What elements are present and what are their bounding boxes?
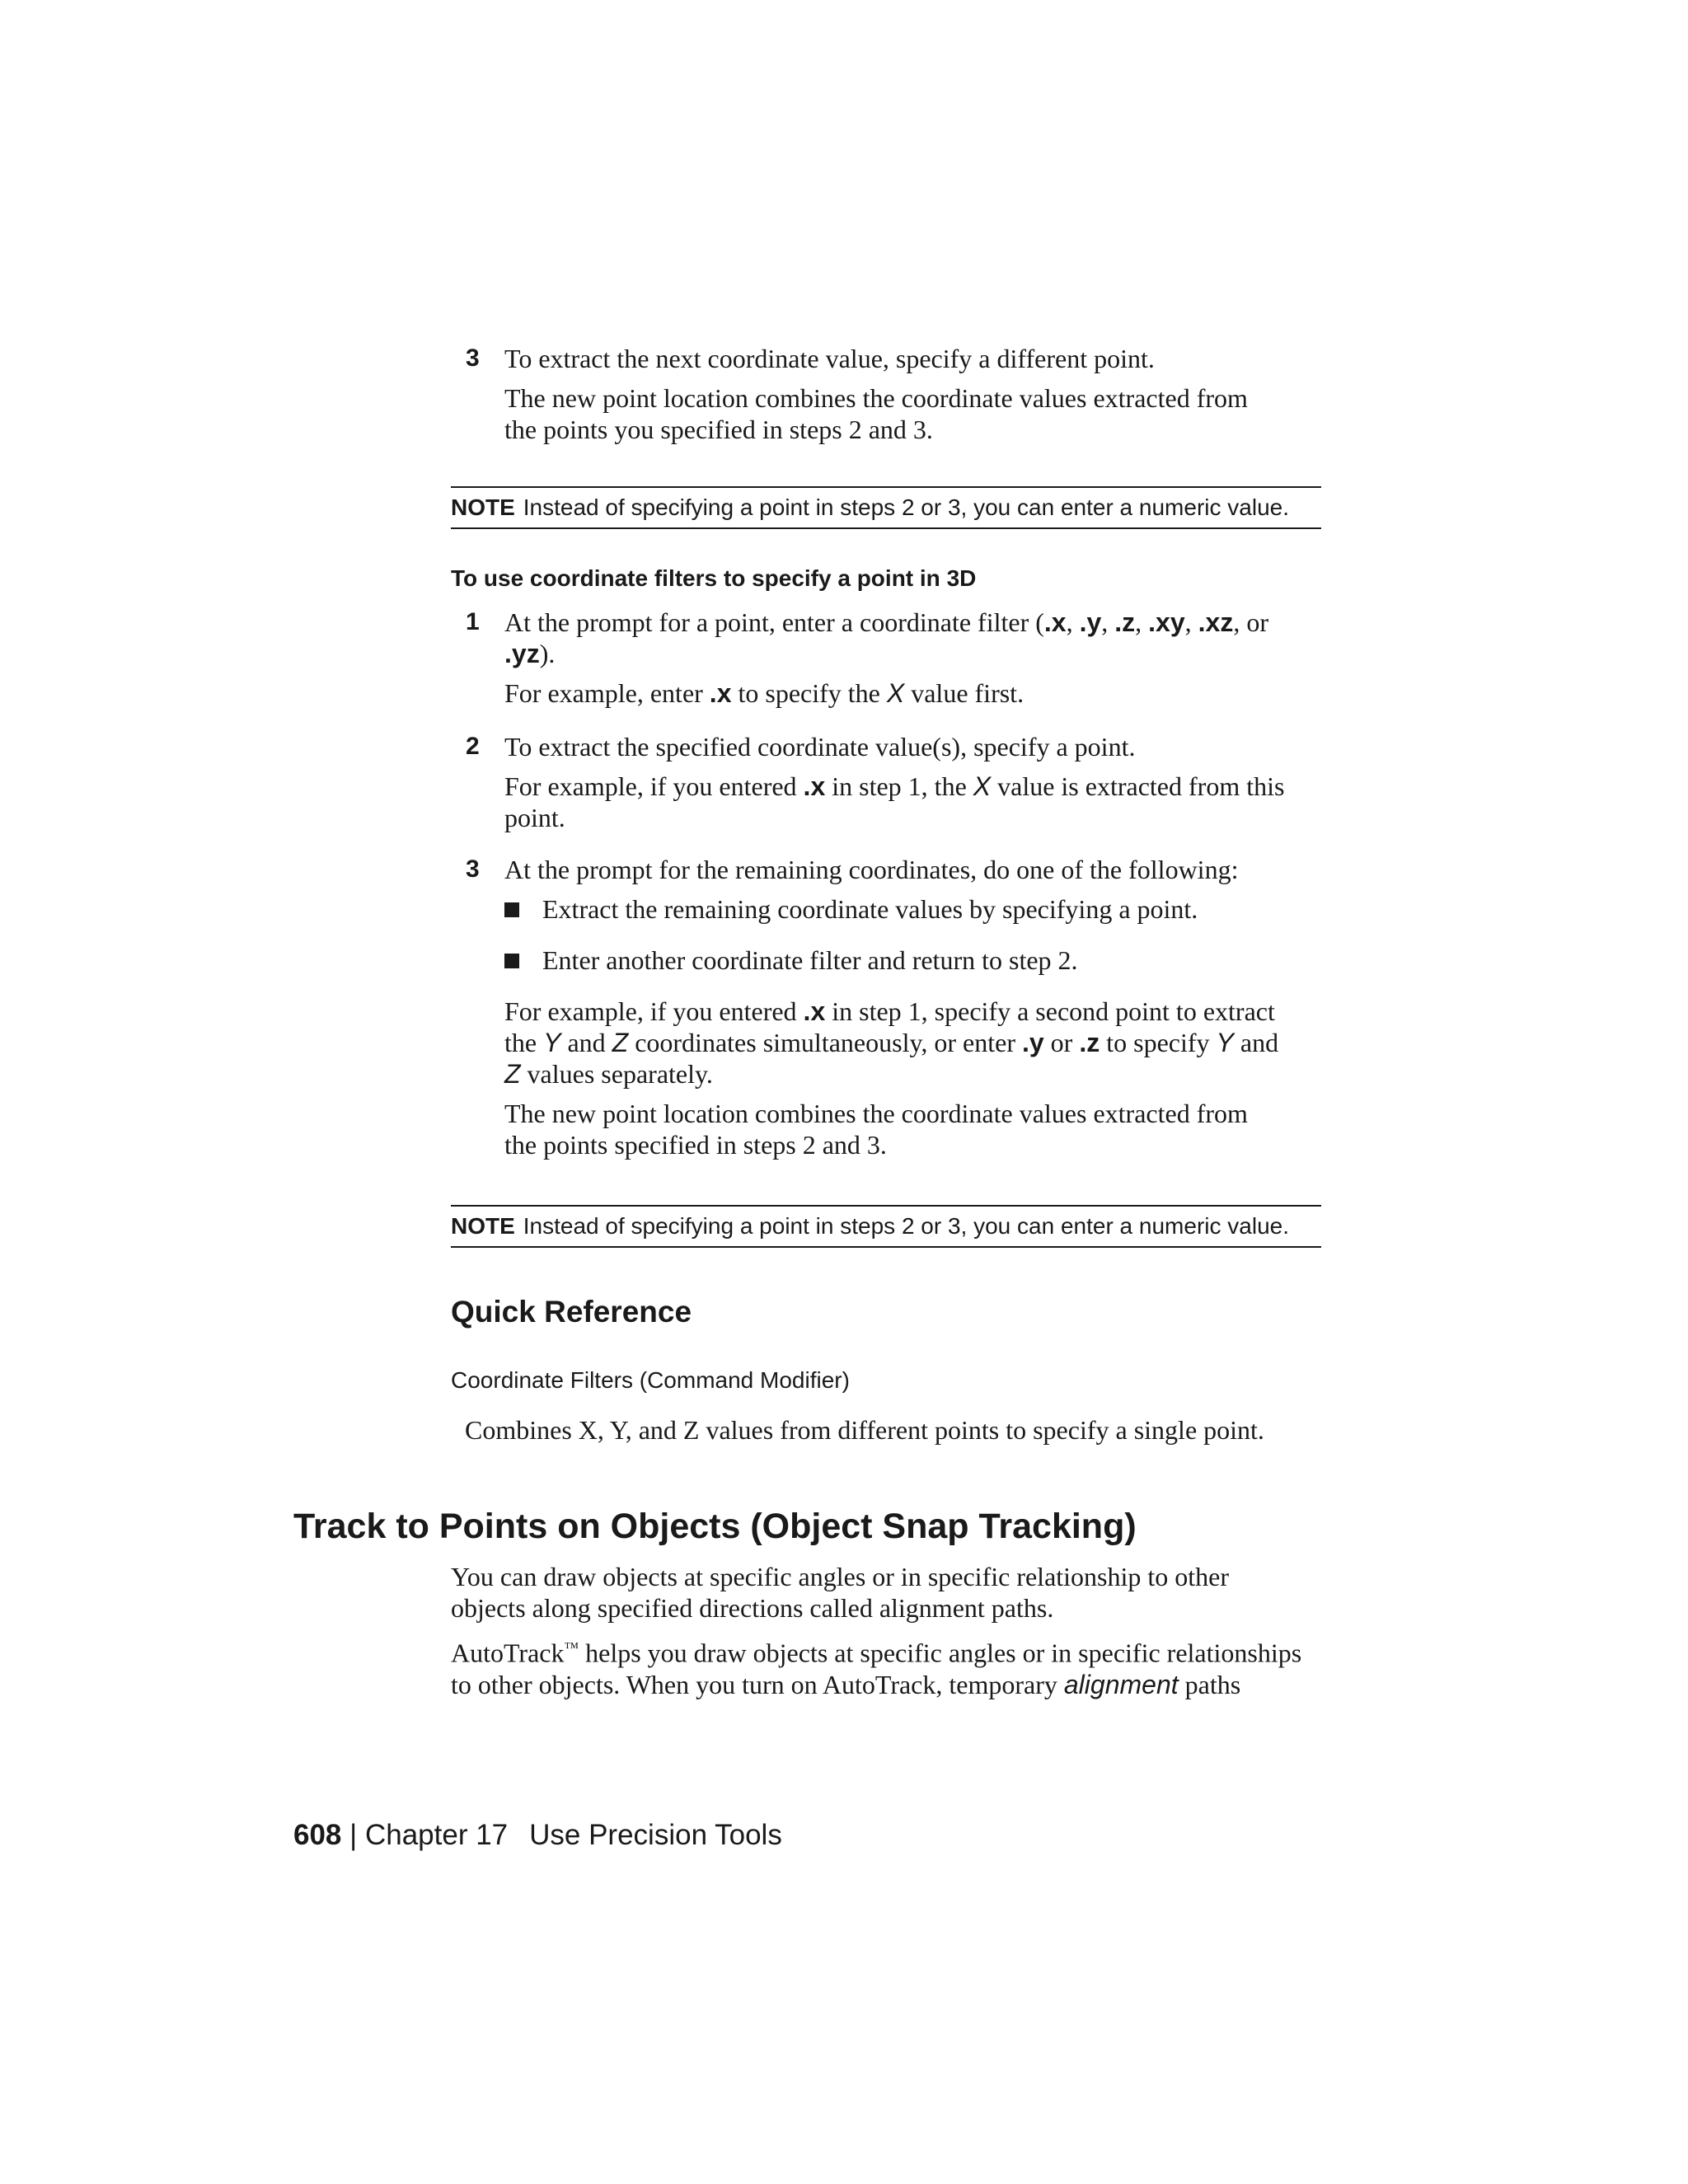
step-body — [504, 854, 1329, 885]
step-body — [504, 343, 1329, 445]
list-item-text: Extract the remaining coordinate values by specifying a point. — [542, 894, 1198, 924]
filter-code: .x — [1043, 607, 1067, 637]
text-run: or — [1043, 1028, 1080, 1057]
step-text: At the prompt for the remaining coordinates, do one of the following: — [504, 855, 1239, 884]
note-box — [451, 1205, 1321, 1248]
text-run: to specify the — [731, 678, 887, 708]
text-run: , — [1184, 607, 1198, 637]
paragraph-line — [451, 1669, 1325, 1700]
filter-code: .y — [1079, 607, 1102, 637]
variable-name: Z — [504, 1059, 521, 1089]
step-text: To extract the specified coordinate value(s), specify a point. — [504, 732, 1136, 762]
text-run: , — [1101, 607, 1115, 637]
step-example — [504, 771, 1329, 802]
paragraph-line — [451, 1632, 1325, 1669]
note-label: NOTE — [451, 494, 515, 520]
paragraph-line: objects along specified directions called alignment paths. — [451, 1593, 1054, 1623]
step-body — [504, 731, 1329, 833]
text-run: and — [560, 1028, 612, 1057]
bullet-square-icon — [504, 954, 519, 968]
section-body — [451, 1561, 1325, 1700]
list-item-text: Enter another coordinate filter and return to step 2. — [542, 945, 1078, 975]
step-body — [504, 607, 1329, 709]
note-text: Instead of specifying a point in steps 2 or 3, you can enter a numeric value. — [523, 1213, 1289, 1239]
page-number: 608 — [293, 1819, 342, 1851]
procedure-title: To use coordinate filters to specify a point in 3D — [451, 565, 977, 591]
text-run: in step 1, the — [825, 771, 973, 801]
quick-reference-title: Quick Reference — [451, 1295, 692, 1329]
text-run: For example, enter — [504, 678, 710, 708]
bullet-square-icon — [504, 902, 519, 917]
text-run: , — [1066, 607, 1080, 637]
text-run: coordinates simultaneously, or enter — [628, 1028, 1022, 1057]
step-detail-line: the points specified in steps 2 and 3. — [504, 1130, 887, 1160]
page-footer — [293, 1817, 782, 1854]
step-example — [504, 677, 1329, 709]
text-run: For example, if you entered — [504, 771, 804, 801]
step-example: point. — [504, 803, 565, 832]
text-run: At the prompt for a point, enter a coordinate filter ( — [504, 607, 1044, 637]
filter-code: .x — [803, 771, 826, 801]
step-text — [504, 638, 1329, 669]
text-run: , or — [1233, 607, 1268, 637]
quick-reference-description: Combines X, Y, and Z values from different points to specify a single point. — [465, 1415, 1264, 1445]
note-label: NOTE — [451, 1213, 515, 1239]
step-number: 3 — [466, 344, 480, 372]
step-detail-line: the points you specified in steps 2 and 3. — [504, 415, 933, 444]
text-run: , — [1135, 607, 1149, 637]
text-run: paths — [1178, 1669, 1241, 1699]
step-example — [504, 996, 1329, 1027]
filter-code: .x — [709, 678, 732, 708]
variable-name: Y — [1216, 1028, 1234, 1057]
text-run: value first. — [904, 678, 1025, 708]
filter-code: .yz — [504, 639, 540, 668]
step-detail-line: The new point location combines the coordinate values extracted from — [504, 1099, 1248, 1128]
section-heading: Track to Points on Objects (Object Snap Tracking) — [293, 1507, 1137, 1546]
step-detail-line: The new point location combines the coordinate values extracted from — [504, 383, 1248, 413]
text-run: value is extracted from this — [991, 771, 1285, 801]
step-number: 3 — [466, 855, 480, 883]
note-text: Instead of specifying a point in steps 2 or 3, you can enter a numeric value. — [523, 494, 1289, 520]
filter-code: .xy — [1148, 607, 1185, 637]
step-example-block — [504, 996, 1329, 1160]
filter-code: .z — [1079, 1028, 1100, 1057]
step-example — [504, 1027, 1329, 1058]
text-run: the — [504, 1028, 544, 1057]
text-run: to other objects. When you turn on AutoTrack, temporary — [451, 1669, 1064, 1699]
footer-separator: | — [341, 1819, 365, 1851]
quick-reference-command: Coordinate Filters (Command Modifier) — [451, 1367, 850, 1393]
filter-code: .x — [803, 996, 826, 1026]
text-run: ). — [539, 639, 556, 668]
trademark-symbol: ™ — [564, 1639, 579, 1656]
step-text: To extract the next coordinate value, specify a different point. — [504, 344, 1155, 373]
text-run: to specify — [1100, 1028, 1217, 1057]
step-number: 1 — [466, 608, 480, 635]
variable-name: Y — [543, 1028, 561, 1057]
filter-code: .y — [1021, 1028, 1044, 1057]
step-text — [504, 607, 1329, 638]
paragraph-line: You can draw objects at specific angles or in specific relationship to other — [451, 1562, 1230, 1591]
brand-name: AutoTrack — [451, 1638, 565, 1668]
text-run: For example, if you entered — [504, 996, 804, 1026]
chapter-label: Chapter 17 — [364, 1819, 509, 1851]
text-run: helps you draw objects at specific angles or in specific relationships — [579, 1638, 1302, 1668]
text-run: values separately. — [520, 1059, 713, 1089]
chapter-title: Use Precision Tools — [529, 1819, 782, 1851]
note-box — [451, 486, 1321, 529]
filter-code: .z — [1114, 607, 1136, 637]
variable-name: X — [973, 771, 992, 801]
step-number: 2 — [466, 733, 480, 760]
variable-name: X — [886, 678, 905, 708]
filter-code: .xz — [1198, 607, 1234, 637]
emphasis-text: alignment — [1063, 1669, 1179, 1699]
step-example — [504, 1058, 1329, 1090]
text-run: in step 1, specify a second point to extract — [825, 996, 1275, 1026]
variable-name: Z — [612, 1028, 629, 1057]
text-run: and — [1233, 1028, 1279, 1057]
